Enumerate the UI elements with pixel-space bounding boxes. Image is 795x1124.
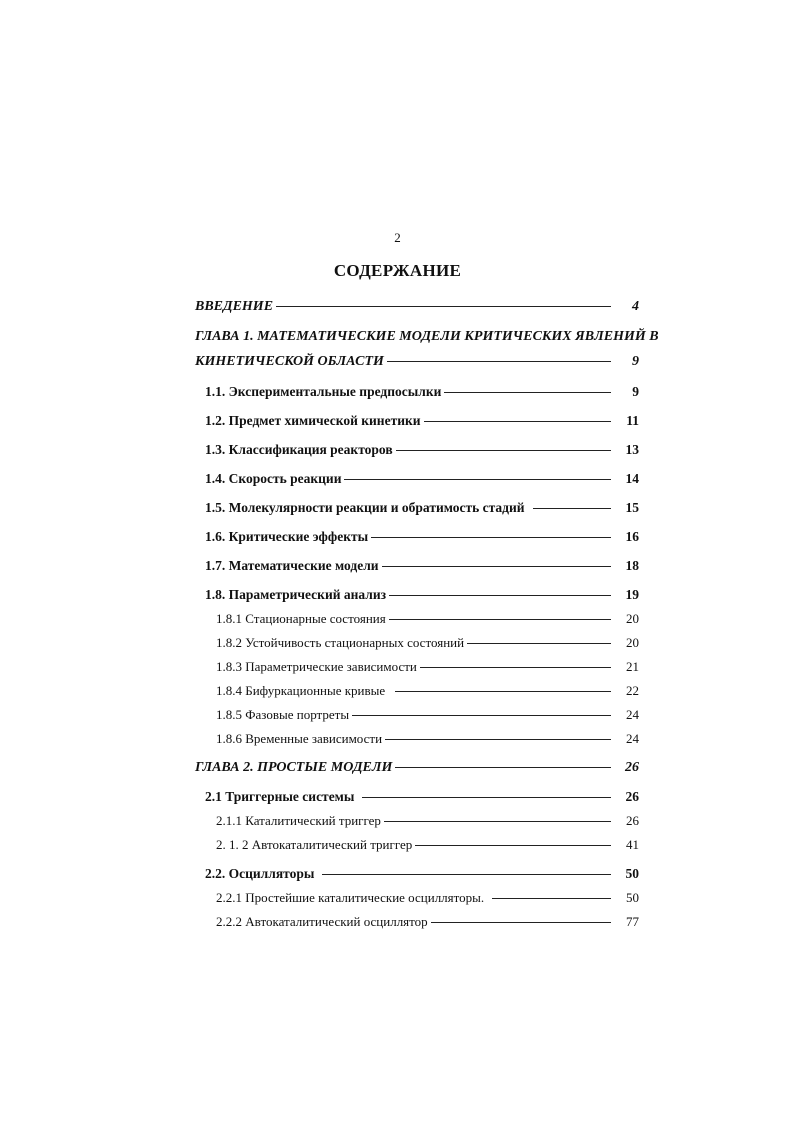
toc-leader-line [420, 667, 611, 668]
toc-entry-label: 1.8.6 Временные зависимости [216, 731, 383, 746]
toc-entry-2-1[interactable] [205, 788, 639, 806]
toc-entry-1-8-1[interactable] [216, 610, 639, 628]
toc-leader-line [467, 643, 611, 644]
toc-entry-label: 1.8.5 Фазовые портреты [216, 707, 350, 722]
toc-entry-label: 2.2. Осцилляторы [205, 866, 315, 881]
toc-leader-line [371, 537, 611, 538]
toc-title: СОДЕРЖАНИЕ [333, 261, 462, 280]
toc-entry-chapter-2[interactable] [195, 759, 639, 777]
toc-entry-label: ВВЕДЕНИЕ [195, 299, 274, 314]
toc-entry-label: 2.1 Триггерные системы [205, 789, 355, 804]
toc-entry-1-8-4[interactable] [216, 682, 639, 700]
toc-leader-line [389, 619, 611, 620]
toc-entry-1-8-6[interactable] [216, 730, 639, 748]
toc-leader-line [415, 845, 611, 846]
toc-entry-label: ГЛАВА 2. ПРОСТЫЕ МОДЕЛИ [195, 760, 393, 775]
toc-entry-1-8-3[interactable] [216, 658, 639, 676]
toc-entry-1-2[interactable] [205, 412, 639, 430]
toc-entry-page: 41 [626, 837, 639, 852]
page-number: 2 [394, 230, 401, 245]
toc-entry-chapter-1[interactable] [195, 353, 639, 371]
toc-entry-page: 26 [626, 813, 639, 828]
toc-leader-line [276, 306, 611, 307]
toc-entry-1-6[interactable] [205, 528, 639, 546]
toc-entry-2-1-2[interactable] [216, 836, 639, 854]
toc-entry-1-1[interactable] [205, 383, 639, 401]
toc-entry-label: 2.2.2 Автокаталитический осциллятор [216, 914, 428, 929]
toc-entry-page: 26 [625, 760, 639, 775]
toc-leader-line [395, 691, 611, 692]
toc-entry-label: 1.1. Экспериментальные предпосылки [205, 384, 442, 399]
toc-entry-label: 1.2. Предмет химической кинетики [205, 413, 421, 428]
toc-entry-page: 24 [626, 731, 639, 746]
toc-entry-label: 1.6. Критические эффекты [205, 529, 369, 544]
toc-entry-page: 9 [632, 354, 639, 369]
toc-entry-introduction[interactable] [195, 298, 639, 316]
toc-leader-line [322, 874, 611, 875]
toc-entry-1-8-2[interactable] [216, 634, 639, 652]
toc-entry-1-4[interactable] [205, 470, 639, 488]
toc-leader-line [444, 392, 611, 393]
toc-leader-line [344, 479, 611, 480]
toc-leader-line [533, 508, 611, 509]
toc-entry-page: 15 [625, 500, 639, 515]
toc-entry-label: 2.1.1 Каталитический триггер [216, 813, 381, 828]
toc-entry-page: 50 [625, 866, 639, 881]
toc-entry-page: 13 [625, 442, 639, 457]
toc-entry-1-8[interactable] [205, 586, 639, 604]
toc-entry-label: 2.2.1 Простейшие каталитические осцилляторы. [216, 890, 485, 905]
toc-entry-1-8-5[interactable] [216, 706, 639, 724]
toc-entry-1-3[interactable] [205, 441, 639, 459]
toc-entry-label: 1.5. Молекулярности реакции и обратимость стадий [205, 500, 525, 515]
toc-leader-line [352, 715, 611, 716]
toc-entry-label: 1.8. Параметрический анализ [205, 587, 387, 602]
toc-entry-label: 1.3. Классификация реакторов [205, 442, 393, 457]
toc-entry-page: 18 [625, 558, 639, 573]
toc-leader-line [387, 361, 611, 362]
toc-entry-chapter-1-line-1[interactable] [195, 328, 659, 346]
toc-leader-line [396, 450, 611, 451]
toc-entry-2-2-1[interactable] [216, 889, 639, 907]
toc-leader-line [384, 821, 611, 822]
toc-leader-line [389, 595, 611, 596]
toc-entry-label: 2. 1. 2 Автокаталитический триггер [216, 837, 413, 852]
toc-leader-line [492, 898, 611, 899]
toc-entry-page: 24 [626, 707, 639, 722]
toc-leader-line [382, 566, 611, 567]
toc-entry-page: 77 [626, 914, 639, 929]
toc-entry-page: 20 [626, 611, 639, 626]
toc-entry-page: 16 [625, 529, 639, 544]
toc-entry-page: 22 [626, 683, 639, 698]
toc-entry-page: 11 [626, 413, 639, 428]
toc-entry-page: 4 [632, 299, 639, 314]
toc-entry-label: ГЛАВА 1. МАТЕМАТИЧЕСКИЕ МОДЕЛИ КРИТИЧЕСКИХ ЯВЛЕНИЙ В [195, 329, 659, 344]
toc-entry-2-2-2[interactable] [216, 913, 639, 931]
toc-leader-line [431, 922, 611, 923]
toc-leader-line [395, 767, 611, 768]
toc-leader-line [362, 797, 611, 798]
toc-entry-page: 19 [625, 587, 639, 602]
toc-entry-page: 26 [625, 789, 639, 804]
toc-entry-page: 14 [625, 471, 639, 486]
toc-entry-page: 9 [632, 384, 639, 399]
toc-entry-page: 21 [626, 659, 639, 674]
toc-leader-line [385, 739, 611, 740]
toc-entry-label: 1.8.2 Устойчивость стационарных состояний [216, 635, 465, 650]
toc-entry-1-7[interactable] [205, 557, 639, 575]
toc-entry-label: КИНЕТИЧЕСКОЙ ОБЛАСТИ [195, 354, 384, 369]
toc-entry-1-5[interactable] [205, 499, 639, 517]
toc-entry-label: 1.8.1 Стационарные состояния [216, 611, 386, 626]
toc-entry-page: 20 [626, 635, 639, 650]
toc-entry-label: 1.8.3 Параметрические зависимости [216, 659, 417, 674]
toc-entry-label: 1.7. Математические модели [205, 558, 379, 573]
toc-leader-line [424, 421, 611, 422]
toc-entry-page: 50 [626, 890, 639, 905]
toc-entry-label: 1.8.4 Бифуркационные кривые [216, 683, 386, 698]
toc-entry-label: 1.4. Скорость реакции [205, 471, 342, 486]
toc-entry-2-1-1[interactable] [216, 812, 639, 830]
toc-entry-2-2[interactable] [205, 865, 639, 883]
